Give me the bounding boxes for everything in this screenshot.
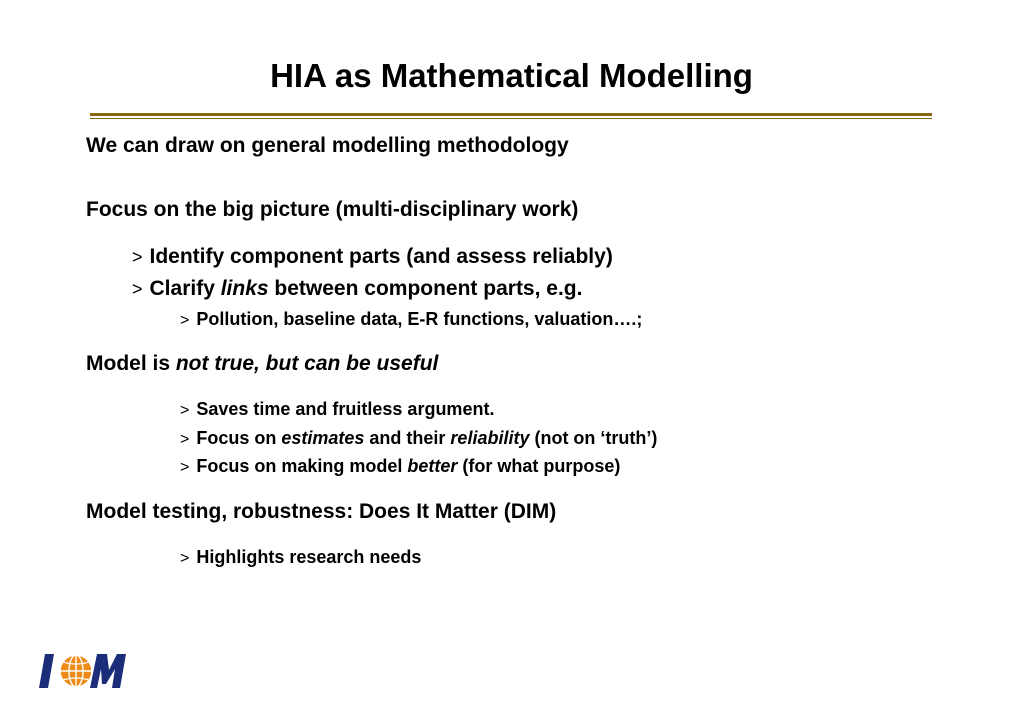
title-divider-thick <box>90 113 932 116</box>
iom-logo <box>37 651 127 691</box>
bullet-identify-parts <box>132 245 613 269</box>
paragraph-general-methodology <box>86 134 569 158</box>
bullet-text: Clarify <box>149 277 221 300</box>
paragraph-text-emphasis: not true, but can be useful <box>175 352 439 375</box>
bullet-text: Highlights research needs <box>196 547 422 567</box>
bullet-text-emphasis: reliability <box>450 428 530 448</box>
bullet-arrow-icon: > <box>180 402 190 419</box>
globe-icon <box>60 655 92 687</box>
paragraph-text: We can draw on general modelling methodology <box>86 134 569 157</box>
bullet-text-emphasis: links <box>220 277 269 300</box>
subbullet-saves-time <box>180 399 494 420</box>
bullet-text: Focus on making model <box>196 456 408 476</box>
slide-title: HIA as Mathematical Modelling <box>270 57 753 94</box>
subbullet-pollution <box>180 309 642 330</box>
paragraph-text: Model is <box>86 352 176 375</box>
paragraph-model-testing <box>86 500 556 524</box>
bullet-text-emphasis: better <box>407 456 458 476</box>
bullet-arrow-icon: > <box>132 247 143 267</box>
subbullet-research-needs <box>180 547 421 568</box>
subbullet-focus-better <box>180 456 620 477</box>
bullet-text: Pollution, baseline data, E-R functions, valuation….; <box>196 309 643 329</box>
bullet-text: between component parts, e.g. <box>268 277 583 300</box>
paragraph-text: Focus on the big picture (multi-disciplinary work) <box>86 198 579 221</box>
bullet-text: Saves time and fruitless argument. <box>196 399 495 419</box>
bullet-arrow-icon: > <box>180 312 190 329</box>
title-divider-thin <box>90 118 932 119</box>
bullet-text-emphasis: estimates <box>281 428 365 448</box>
bullet-text: (not on ‘truth’) <box>529 428 658 448</box>
paragraph-big-picture <box>86 198 578 222</box>
bullet-text: Identify component parts (and assess reliably) <box>149 245 613 268</box>
bullet-clarify-links <box>132 277 582 301</box>
bullet-arrow-icon: > <box>180 550 190 567</box>
bullet-text: Focus on <box>196 428 282 448</box>
logo-letter-m <box>90 654 126 688</box>
bullet-text: and their <box>364 428 451 448</box>
bullet-arrow-icon: > <box>132 279 143 299</box>
paragraph-model-is <box>86 352 438 376</box>
paragraph-text: Model testing, robustness: Does It Matter (DIM) <box>86 500 557 523</box>
bullet-text: (for what purpose) <box>457 456 621 476</box>
bullet-arrow-icon: > <box>180 431 190 448</box>
bullet-arrow-icon: > <box>180 459 190 476</box>
subbullet-focus-estimates <box>180 428 657 449</box>
logo-letter-i <box>39 654 54 688</box>
